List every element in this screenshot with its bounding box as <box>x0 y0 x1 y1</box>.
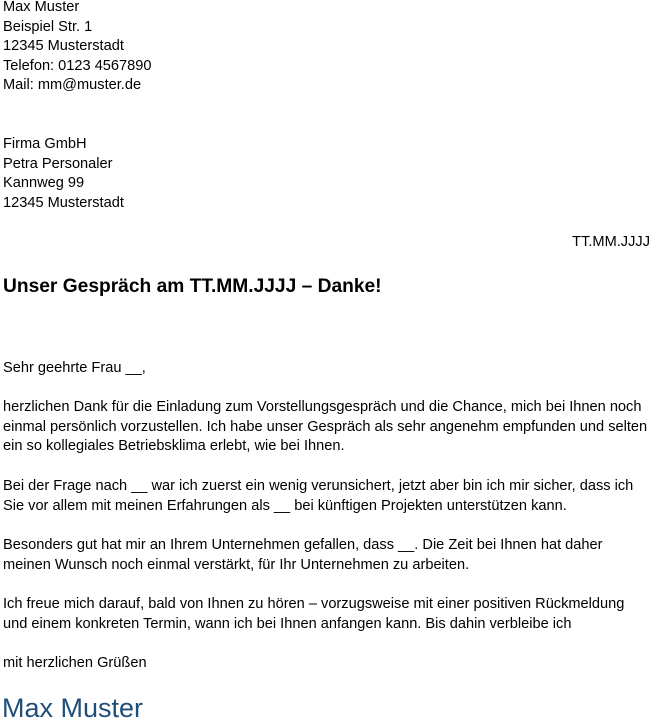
signature: Max Muster <box>2 693 144 723</box>
body-paragraph-4: Ich freue mich darauf, bald von Ihnen zu hören – vorzugsweise mit einer positiven Rückmeldung und einem konkreten Termin, wann ich bei Ihnen anfangen kann. Bis dahin verbleibe ich <box>3 596 625 632</box>
sender-name: Max Muster <box>3 0 80 15</box>
sender-phone: Telefon: 0123 4567890 <box>3 57 152 74</box>
letter-date: TT.MM.JJJJ <box>572 234 650 250</box>
closing-greeting: mit herzlichen Grüßen <box>3 655 147 671</box>
recipient-street: Kannweg 99 <box>3 175 85 192</box>
sender-city: 12345 Musterstadt <box>3 38 124 55</box>
sender-address <box>3 0 152 96</box>
recipient-address <box>3 135 124 213</box>
sender-street: Beispiel Str. 1 <box>3 18 93 35</box>
subject-line: Unser Gespräch am TT.MM.JJJJ – Danke! <box>3 276 382 297</box>
salutation: Sehr geehrte Frau __, <box>3 360 146 376</box>
recipient-contact: Petra Personaler <box>3 155 113 172</box>
sender-mail: Mail: mm@muster.de <box>3 77 142 94</box>
recipient-city: 12345 Musterstadt <box>3 194 124 211</box>
body-paragraph-3: Besonders gut hat mir an Ihrem Unternehmen gefallen, dass __. Die Zeit bei Ihnen hat daher meinen Wunsch noch einmal verstärkt, für Ihr Unternehmen zu arbeiten. <box>3 537 603 573</box>
body-paragraph-2: Bei der Frage nach __ war ich zuerst ein wenig verunsichert, jetzt aber bin ich mir sicher, dass ich Sie vor allem mit meinen Erfahrungen als __ bei künftigen Projekten unterstützen kann. <box>3 478 634 514</box>
body-paragraph-1: herzlichen Dank für die Einladung zum Vorstellungsgespräch und die Chance, mich bei Ihnen noch einmal persönlich vorzustellen. Ich habe unser Gespräch als sehr angenehm empfunden und selten ein so kollegiales Betriebsklima erlebt, wie bei Ihnen. <box>3 399 648 455</box>
recipient-company: Firma GmbH <box>3 136 87 152</box>
